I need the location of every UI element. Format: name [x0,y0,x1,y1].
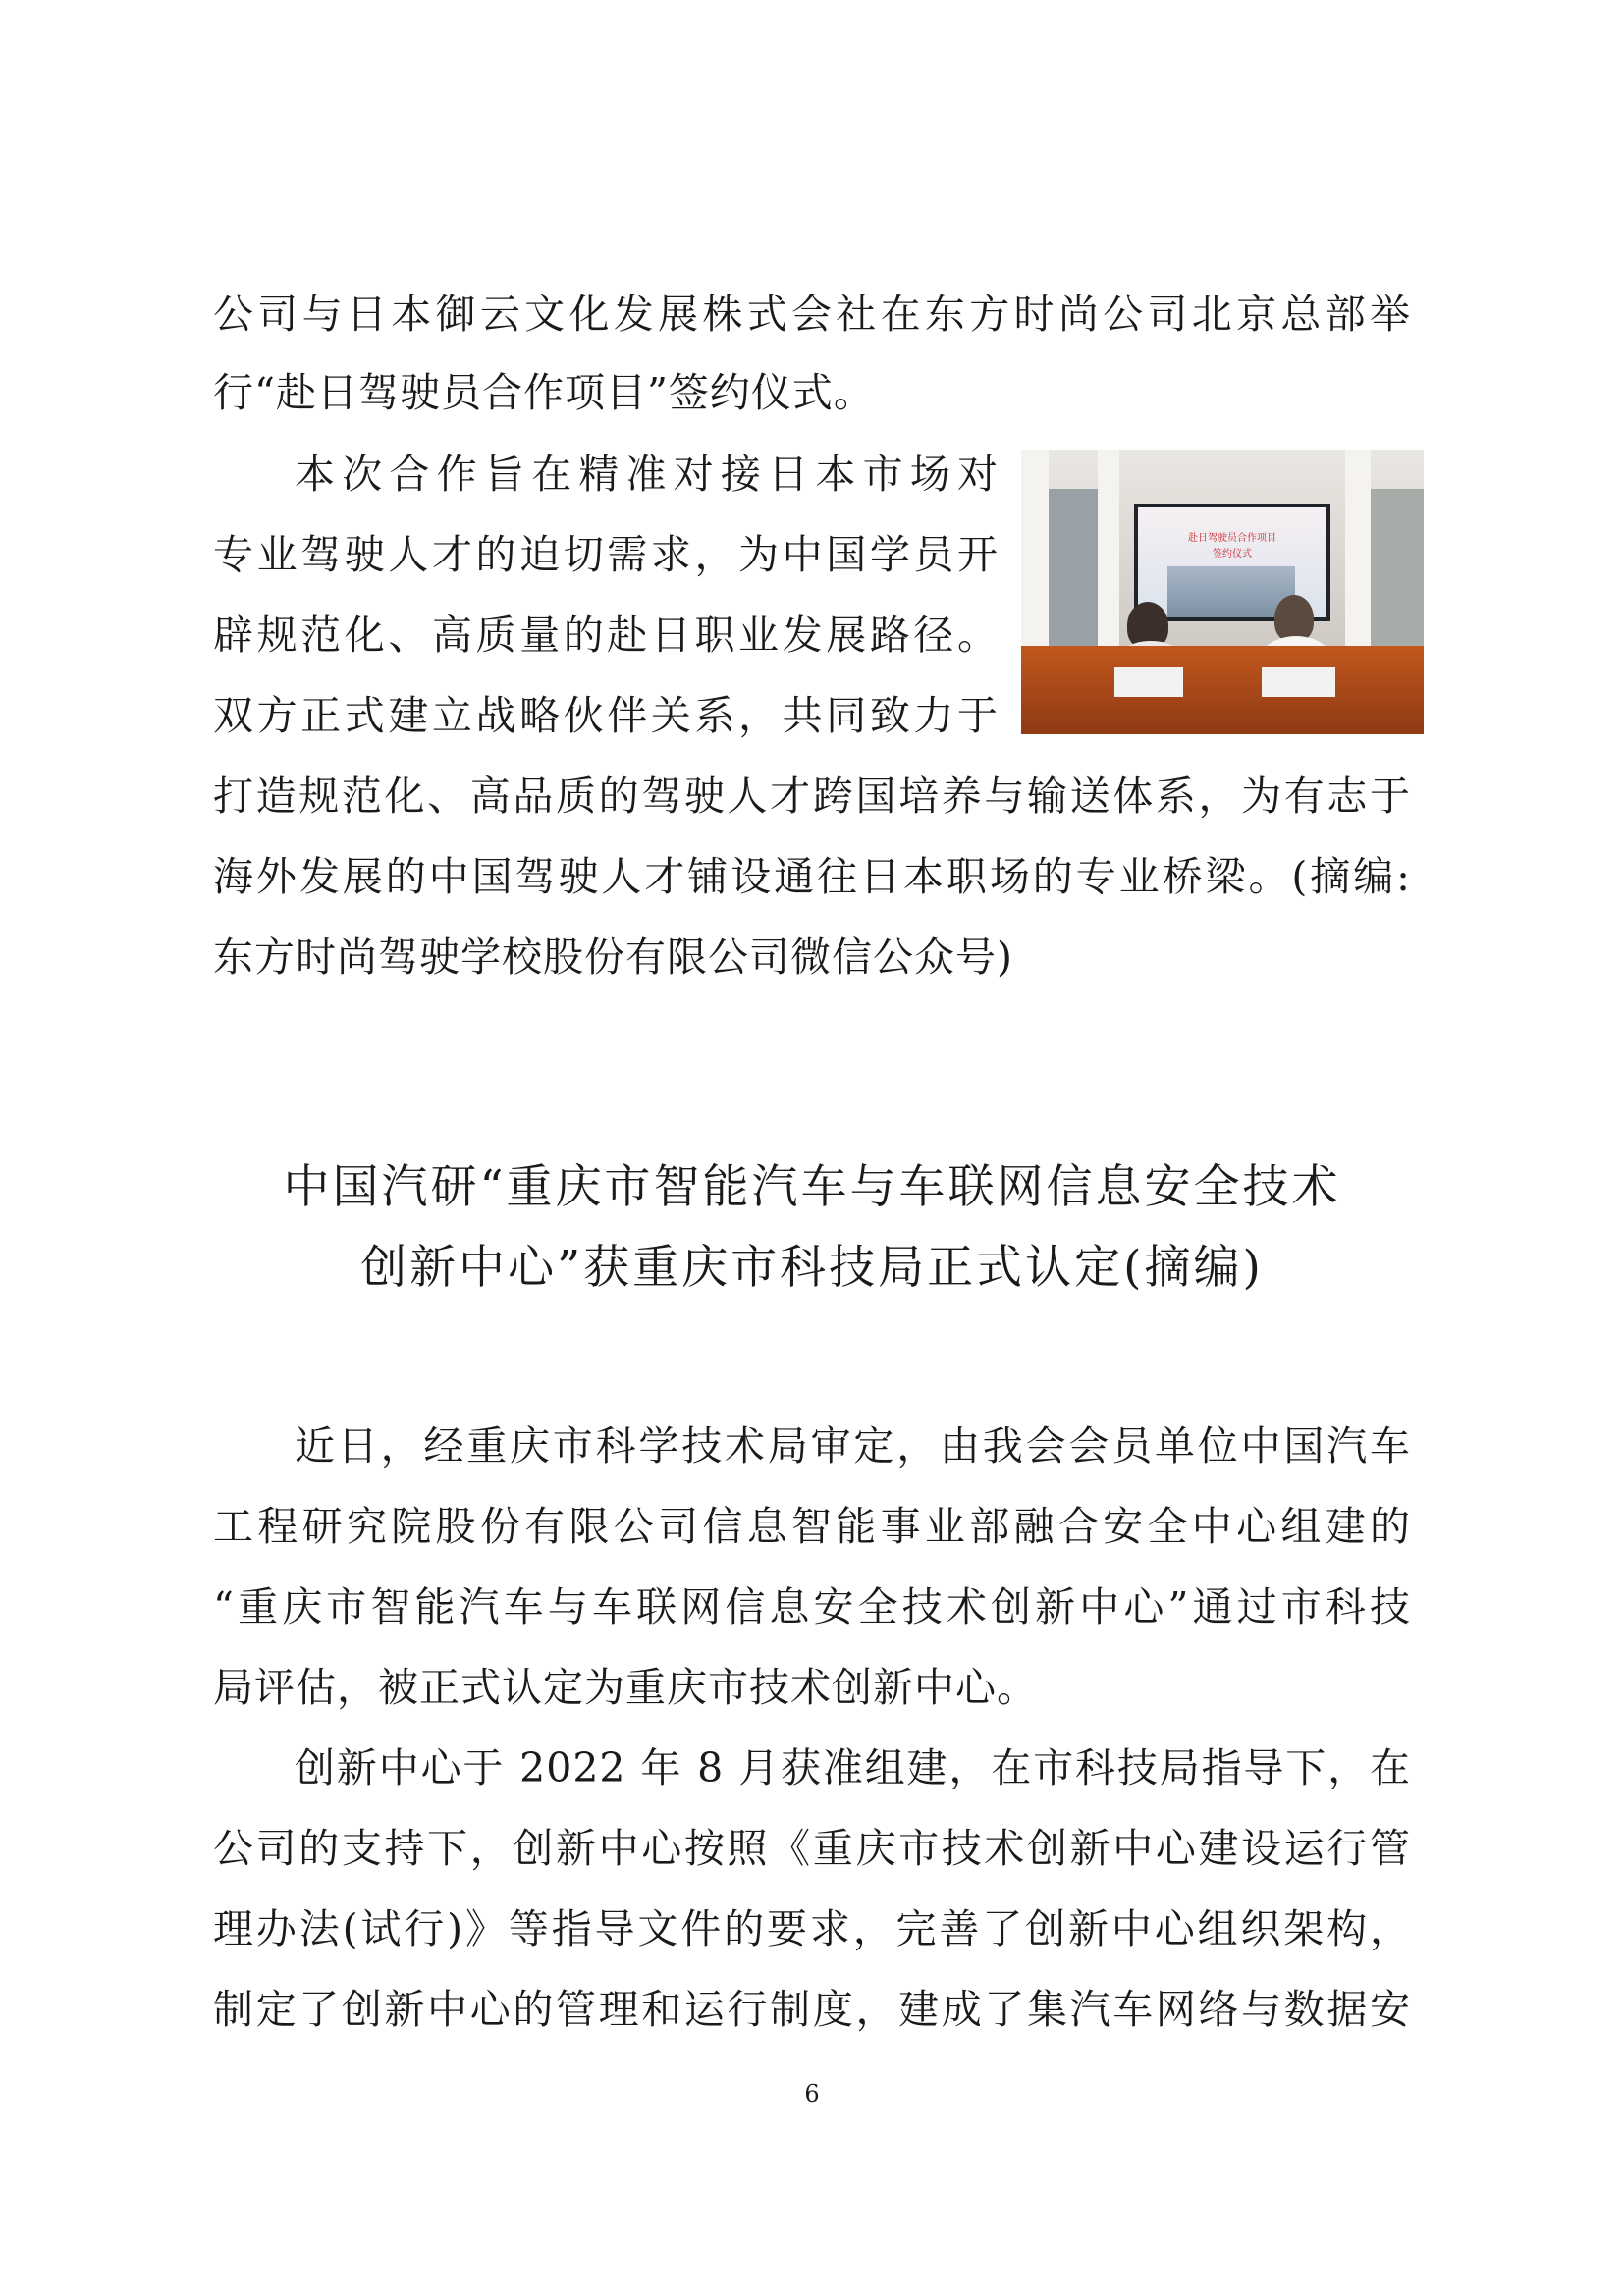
body-line: “重庆市智能汽车与车联网信息安全技术创新中心”通过市科技 [213,1583,1411,1630]
body-line: 理办法(试行)》等指导文件的要求，完善了创新中心组织架构， [213,1905,1411,1952]
article-title-line1: 中国汽研“重庆市智能汽车与车联网信息安全技术 [283,1160,1341,1214]
body-line: 打造规范化、高品质的驾驶人才跨国培养与输送体系，为有志于 [213,773,1411,820]
presentation-screen: 赴日驾驶员合作项目 签约仪式 [1134,504,1330,621]
body-line: 专业驾驶人才的迫切需求，为中国学员开 [213,531,999,578]
body-line: 海外发展的中国驾驶人才铺设通往日本职场的专业桥梁。(摘编: [213,853,1411,900]
body-line: 近日，经重庆市科学技术局审定，由我会会员单位中国汽车 [295,1422,1411,1469]
body-line: 局评估，被正式认定为重庆市技术创新中心。 [213,1664,1038,1711]
signing-ceremony-photo [1021,450,1424,734]
body-line: 本次合作旨在精准对接日本市场对 [295,451,999,498]
body-line: 公司与日本御云文化发展株式会社在东方时尚公司北京总部举 [213,291,1411,338]
body-line: 创新中心于 2022 年 8 月获准组建，在市科技局指导下，在 [295,1744,1411,1791]
page-number: 6 [804,2080,820,2108]
body-line: 公司的支持下，创新中心按照《重庆市技术创新中心建设运行管 [213,1825,1411,1872]
body-line: 双方正式建立战略伙伴关系，共同致力于 [213,692,999,739]
article-title-line2: 创新中心”获重庆市科技局正式认定(摘编) [360,1241,1264,1295]
body-line: 制定了创新中心的管理和运行制度，建成了集汽车网络与数据安 [213,1986,1411,2033]
body-line: 行“赴日驾驶员合作项目”签约仪式。 [213,369,875,416]
body-line: 辟规范化、高质量的赴日职业发展路径。 [213,612,999,659]
body-line: 东方时尚驾驶学校股份有限公司微信公众号) [213,934,1013,981]
body-line: 工程研究院股份有限公司信息智能事业部融合安全中心组建的 [213,1503,1411,1550]
